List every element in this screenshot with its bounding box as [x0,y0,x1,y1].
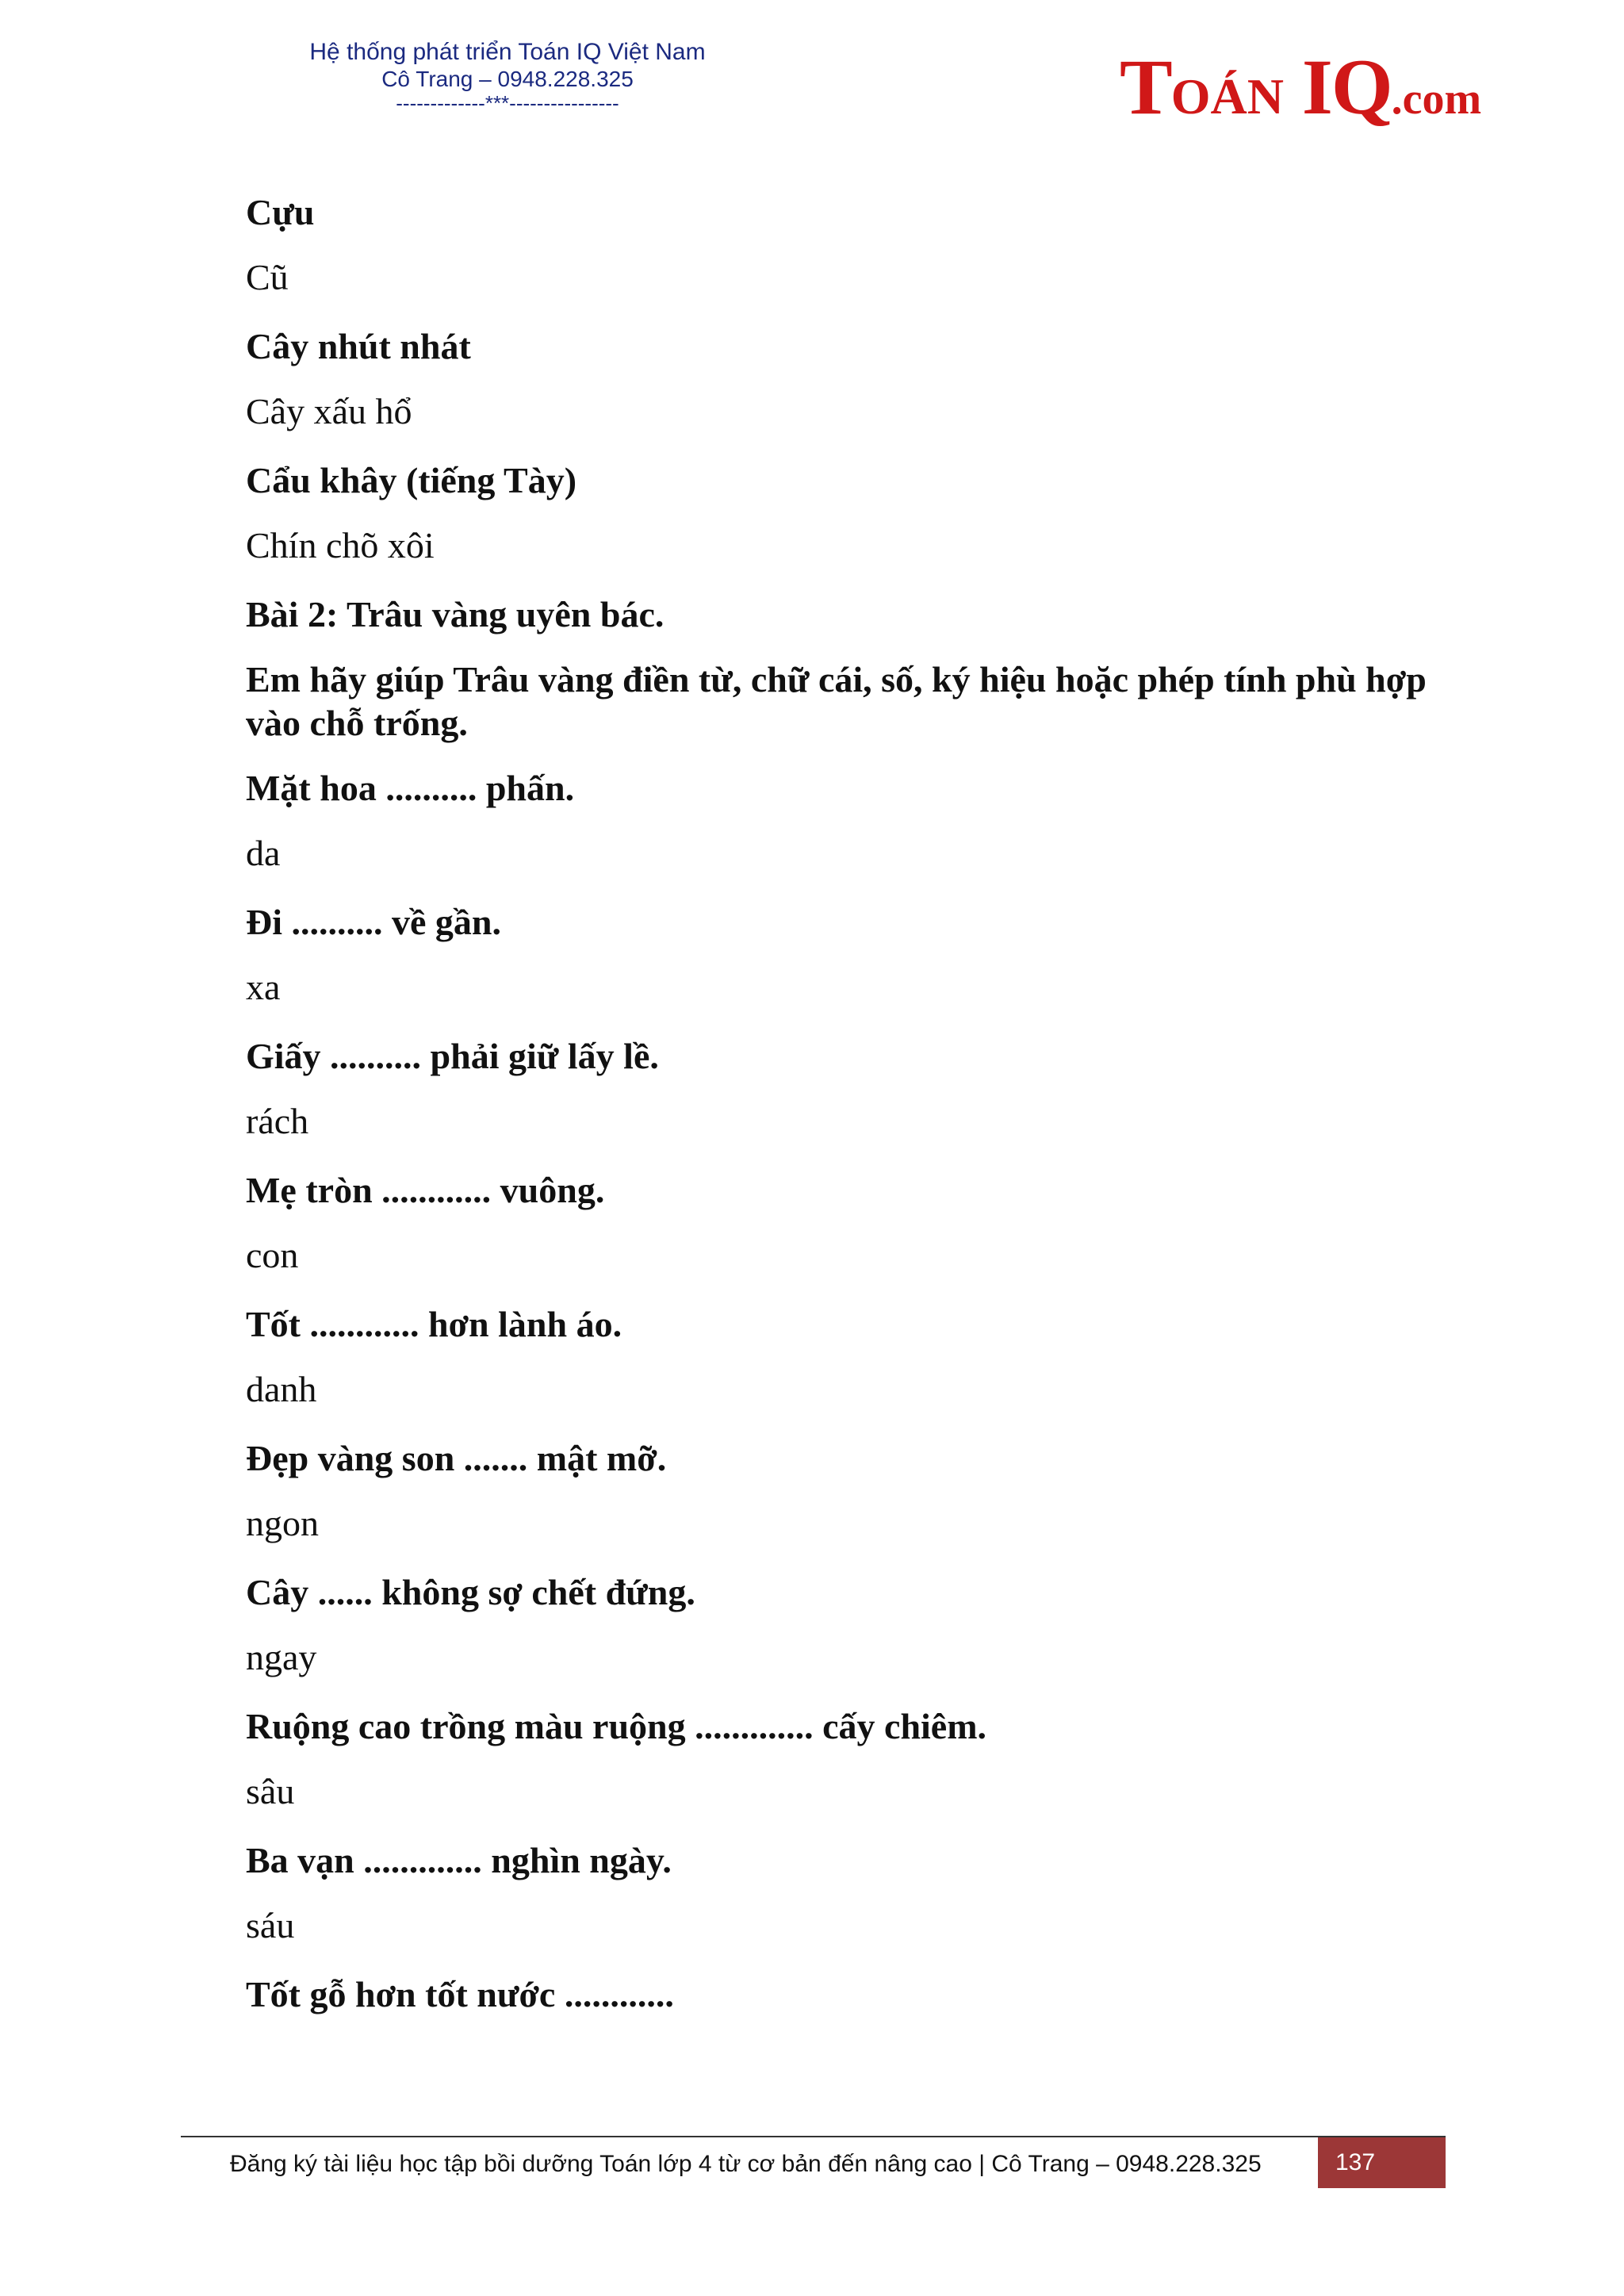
question-text: Giấy .......... phải giữ lấy lề. [246,1036,659,1076]
header-contact: Cô Trang – 0948.228.325 [381,67,634,91]
page-number: 137 [1318,2137,1446,2188]
question-text: Tốt ............ hơn lành áo. [246,1304,622,1344]
footer-text: Đăng ký tài liệu học tập bồi dưỡng Toán lớp 4 từ cơ bản đến nâng cao | Cô Trang – 0948.228.325 [230,2151,1262,2177]
question-text: Tốt gỗ hơn tốt nước ............ [246,1974,674,2014]
question-text: Cựu [246,192,315,232]
page-header [262,38,753,114]
header-divider: -------------***---------------- [396,91,619,115]
header-title: Hệ thống phát triển Toán IQ Việt Nam [309,39,706,65]
exercise-heading: Bài 2: Trâu vàng uyên bác. [246,594,665,634]
question-text: Cây nhút nhát [246,326,471,366]
answer-text: con [246,1235,299,1275]
question-text: Ba vạn ............. nghìn ngày. [246,1840,672,1880]
answer-text: Cây xấu hổ [246,391,412,431]
question-text: Cây ...... không sợ chết đứng. [246,1572,695,1612]
logo-letter-t: T [1120,43,1171,131]
question-text: Đi .......... về gần. [246,902,501,942]
exercise-instruction: Em hãy giúp Trâu vàng điền từ, chữ cái, số, ký hiệu hoặc phép tính phù hợp vào chỗ trống. [246,659,1427,743]
answer-text: Cũ [246,257,289,297]
worksheet-content [246,190,1435,2037]
answer-text: ngay [246,1637,317,1677]
answer-text: Chín chõ xôi [246,525,435,565]
logo-letters-oan: OÁN [1170,68,1284,125]
answer-text: danh [246,1369,317,1409]
answer-text: xa [246,967,281,1007]
question-text: Cẩu khây (tiếng Tày) [246,460,577,500]
question-text: Đẹp vàng son ....... mật mỡ. [246,1438,667,1478]
question-text: Ruộng cao trồng màu ruộng ............. cấy chiêm. [246,1706,987,1746]
logo-domain: .com [1391,75,1482,124]
answer-text: rách [246,1101,309,1141]
answer-text: da [246,833,281,873]
footer-divider [181,2136,1446,2137]
question-text: Mặt hoa .......... phấn. [246,768,575,808]
brand-logo [1120,41,1482,136]
logo-letters-iq: IQ [1283,43,1392,131]
answer-text: sâu [246,1771,295,1811]
question-text: Mẹ tròn ............ vuông. [246,1170,605,1210]
answer-text: sáu [246,1905,295,1945]
answer-text: ngon [246,1503,319,1543]
